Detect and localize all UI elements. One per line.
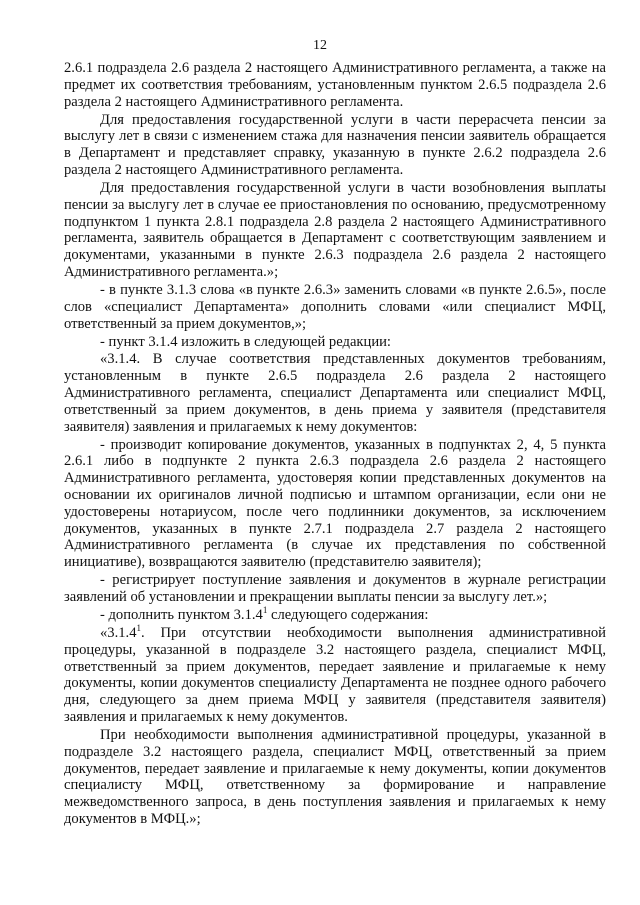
paragraph-text: - дополнить пунктом 3.1.4 [100,607,263,623]
paragraph: 2.6.1 подраздела 2.6 раздела 2 настоящего Административного регламента, а также на предмет их соответствия требованиям, установленным пунктом 2.6.5 подраздела 2.6 раздела 2 настоящего Административного регламента. [64,60,606,110]
paragraph-text: . При отсутствии необходимости выполнения административной процедуры, указанной в подразделе 3.2 настоящего раздела, специалист МФЦ, ответственный за прием документов, передает заявление и прилагаемые к нему документы, копии документов специалисту Департамента не позднее одного рабочего дня, следующего за днем приема МФЦ у заявителя (представителя заявителя) заявления и прилагаемых к нему документов. [64,624,606,725]
paragraph: При необходимости выполнения административной процедуры, указанной в подразделе 3.2 настоящего раздела, специалист МФЦ, ответственный за прием документов, передает заявление и прилагаемые к нему документы, копии документов специалисту МФЦ, ответственному за формирование и направление межведомственного запроса, в день поступления заявления и прилагаемых к нему документов в МФЦ.»; [64,726,606,827]
paragraph [64,607,606,624]
paragraph: - регистрирует поступление заявления и документов в журнале регистрации заявлений об установлении и прекращении выплаты пенсии за выслугу лет.»; [64,572,606,606]
paragraph-text: следующего содержания: [270,607,429,623]
paragraph: Для предоставления государственной услуги в части возобновления выплаты пенсии за выслугу лет в случае ее приостановления по основанию, предусмотренному подпунктом 1 пункта 2.8.1 подраздела 2.8 раздела 2 настоящего Административного регламента, заявитель обращается в Департамент с соответствующим заявлением и документами, указанными в пункте 2.6.3 подраздела 2.6 раздела 2 настоящего Административного регламента.»; [64,179,606,280]
paragraph: «3.1.4. В случае соответствия представленных документов требованиям, установленным в пункте 2.6.5 подраздела 2.6 раздела 2 настоящего Административного регламента, специалист Департамента или специалист МФЦ, ответственный за прием документов, в день приема у заявителя (представителя заявителя) заявления и прилагаемых к нему документов: [64,351,606,435]
paragraph: Для предоставления государственной услуги в части перерасчета пенсии за выслугу лет в связи с изменением стажа для назначения пенсии заявитель обращается в Департамент и представляет справку, указанную в пункте 2.6.2 подраздела 2.6 раздела 2 настоящего Административного регламента. [64,111,606,178]
superscript: 1 [136,623,141,634]
paragraph: - в пункте 3.1.3 слова «в пункте 2.6.3» заменить словами «в пункте 2.6.5», после слов «специалист Департамента» дополнить словами «или специалист МФЦ, ответственный за прием документов,»; [64,281,606,332]
paragraph-text: «3.1.4 [100,624,137,641]
paragraph [64,625,606,726]
paragraph: - пункт 3.1.4 изложить в следующей редакции: [100,333,391,350]
superscript: 1 [262,605,268,616]
paragraph: - производит копирование документов, указанных в подпунктах 2, 4, 5 пункта 2.6.1 либо в подпункте 2 пункта 2.6.3 подраздела 2.6 раздела 2 настоящего Административного регламента, удостоверяя копии представленных документов на основании их оригиналов личной подписью и штампом организации, если они не удостоверены нотариусом, после чего подлинники документов, за исключением документов, указанных в пункте 2.7.1 подраздела 2.7 раздела 2 настоящего Административного регламента (в случае их представления по собственной инициативе), возвращаются заявителю (представителю заявителя); [64,436,606,571]
page-number: 12 [313,38,327,53]
document-body [64,60,606,829]
